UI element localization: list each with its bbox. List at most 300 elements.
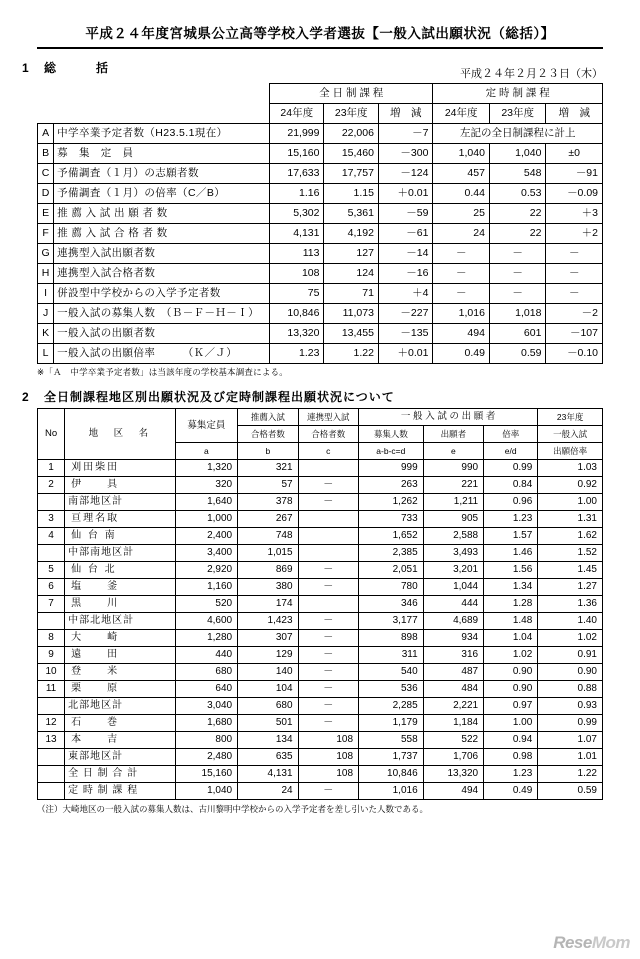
cell-y23: 1.07 (538, 732, 603, 749)
cell-c: － (298, 613, 358, 630)
cell-t23: 0.53 (489, 184, 545, 204)
cell-t24: 494 (433, 324, 489, 344)
cell-ed: 0.84 (484, 477, 538, 494)
cell-e: 2,588 (423, 528, 483, 545)
page-title: 平成２４年度宮城県公立高等学校入学者選抜【一般入試出願状況（総括）】 (37, 22, 603, 49)
header-quota: 募集定員 (175, 409, 238, 443)
cell-e: 3,201 (423, 562, 483, 579)
row-number: 4 (38, 528, 65, 545)
row-number (38, 698, 65, 715)
row-number: 11 (38, 681, 65, 698)
cell-zd: －135 (378, 324, 433, 344)
row-id: K (38, 324, 54, 344)
cell-y23: 1.27 (538, 579, 603, 596)
row-number (38, 545, 65, 562)
cell-z24: 13,320 (270, 324, 324, 344)
cell-y23: 0.93 (538, 698, 603, 715)
section2-label: 全日制課程地区別出願状況及び定時制課程出願状況について (44, 390, 395, 404)
cell-c: － (298, 630, 358, 647)
cell-c: － (298, 647, 358, 664)
table-row (38, 264, 603, 284)
cell-d: 999 (359, 460, 424, 477)
cell-y23: 1.52 (538, 545, 603, 562)
table-row (38, 681, 603, 698)
table-row (38, 664, 603, 681)
cell-t24: 1,016 (433, 304, 489, 324)
cell-y23: 1.31 (538, 511, 603, 528)
cell-z24: 15,160 (270, 144, 324, 164)
cell-z24: 1.23 (270, 344, 324, 364)
table-row (38, 528, 603, 545)
cell-t24: 1,040 (433, 144, 489, 164)
area-name: 仙 台 南 (65, 528, 175, 545)
cell-e: 1,211 (423, 494, 483, 511)
cell-quota: 1,160 (175, 579, 238, 596)
cell-t23: 601 (489, 324, 545, 344)
row-label: 募 集 定 員 (54, 144, 270, 164)
row-label: 一般入試の出願倍率 （Ｋ／Ｊ） (54, 344, 270, 364)
cell-zd: ＋0.01 (378, 344, 433, 364)
table-row (38, 124, 603, 144)
header-renkei-sub: 合格者数 (298, 426, 358, 443)
cell-c: 108 (298, 766, 358, 783)
cell-c: 108 (298, 732, 358, 749)
cell-zd: －61 (378, 224, 433, 244)
header-ippan-boshu: 募集人数 (359, 426, 424, 443)
header-suisen-key: b (238, 443, 298, 460)
table-row (38, 224, 603, 244)
table-row (38, 344, 603, 364)
cell-ed: 1.56 (484, 562, 538, 579)
area-name: 定 時 制 課 程 (65, 783, 175, 800)
cell-e: 522 (423, 732, 483, 749)
table-row (38, 204, 603, 224)
cell-ed: 0.90 (484, 664, 538, 681)
cell-quota: 640 (175, 681, 238, 698)
cell-ed: 0.99 (484, 460, 538, 477)
cell-c: － (298, 562, 358, 579)
cell-b: 24 (238, 783, 298, 800)
row-number: 7 (38, 596, 65, 613)
cell-b: 321 (238, 460, 298, 477)
row-number (38, 494, 65, 511)
area-header-row1 (38, 409, 603, 426)
cell-td: － (546, 264, 603, 284)
cell-d: 1,262 (359, 494, 424, 511)
cell-y23: 0.99 (538, 715, 603, 732)
cell-y23: 0.59 (538, 783, 603, 800)
cell-z23: 1.15 (324, 184, 378, 204)
cell-d: 311 (359, 647, 424, 664)
cell-quota: 440 (175, 647, 238, 664)
cell-t23: 548 (489, 164, 545, 184)
table-row (38, 630, 603, 647)
cell-z24: 17,633 (270, 164, 324, 184)
header-renkei: 連携型入試 (298, 409, 358, 426)
table-row (38, 647, 603, 664)
header-z24: 24年度 (270, 104, 324, 124)
header-teiji: 定 時 制 課 程 (433, 84, 603, 104)
cell-y23: 1.22 (538, 766, 603, 783)
cell-t24: 0.49 (433, 344, 489, 364)
cell-td: －91 (546, 164, 603, 184)
header-zennichi: 全 日 制 課 程 (270, 84, 433, 104)
cell-e: 13,320 (423, 766, 483, 783)
watermark-part1: Rese (553, 933, 592, 952)
cell-td: ＋2 (546, 224, 603, 244)
cell-b: 869 (238, 562, 298, 579)
cell-ed: 1.46 (484, 545, 538, 562)
cell-c (298, 528, 358, 545)
cell-ed: 1.00 (484, 715, 538, 732)
cell-e: 1,706 (423, 749, 483, 766)
cell-e: 2,221 (423, 698, 483, 715)
cell-zd: －7 (378, 124, 433, 144)
table-row (38, 545, 603, 562)
cell-y23: 1.62 (538, 528, 603, 545)
table-row (38, 715, 603, 732)
cell-ed: 1.57 (484, 528, 538, 545)
document-page (0, 22, 640, 959)
table-row (38, 596, 603, 613)
row-id: H (38, 264, 54, 284)
area-name: 亘理名取 (65, 511, 175, 528)
cell-td: －0.09 (546, 184, 603, 204)
cell-d: 733 (359, 511, 424, 528)
cell-e: 934 (423, 630, 483, 647)
row-id: C (38, 164, 54, 184)
cell-y23: 1.36 (538, 596, 603, 613)
cell-e: 990 (423, 460, 483, 477)
area-name: 中部北地区計 (65, 613, 175, 630)
cell-d: 540 (359, 664, 424, 681)
area-name: 本 吉 (65, 732, 175, 749)
table-row (38, 579, 603, 596)
cell-c (298, 596, 358, 613)
cell-c: － (298, 783, 358, 800)
cell-z23: 71 (324, 284, 378, 304)
cell-ed: 1.04 (484, 630, 538, 647)
row-label: 併設型中学校からの入学予定者数 (54, 284, 270, 304)
section1-number: 1 (22, 61, 30, 75)
cell-c: － (298, 715, 358, 732)
cell-ed: 1.48 (484, 613, 538, 630)
cell-t23: 0.59 (489, 344, 545, 364)
cell-td: － (546, 284, 603, 304)
header-ippan-bairitsu: 倍率 (484, 426, 538, 443)
cell-z24: 108 (270, 264, 324, 284)
cell-quota: 3,040 (175, 698, 238, 715)
cell-t24: － (433, 244, 489, 264)
row-id: E (38, 204, 54, 224)
header-ippan-bai-key: e/d (484, 443, 538, 460)
area-name: 大 崎 (65, 630, 175, 647)
cell-quota: 2,480 (175, 749, 238, 766)
area-name: 南部地区計 (65, 494, 175, 511)
cell-t24: 0.44 (433, 184, 489, 204)
cell-t24: 25 (433, 204, 489, 224)
area-name: 塩 釜 (65, 579, 175, 596)
cell-zd: －300 (378, 144, 433, 164)
cell-td: －107 (546, 324, 603, 344)
cell-zd: －124 (378, 164, 433, 184)
cell-ed: 0.96 (484, 494, 538, 511)
row-number: 5 (38, 562, 65, 579)
area-name: 全 日 制 合 計 (65, 766, 175, 783)
cell-b: 174 (238, 596, 298, 613)
cell-td: ±0 (546, 144, 603, 164)
cell-z23: 22,006 (324, 124, 378, 144)
table-row (38, 304, 603, 324)
header-zdiff: 増 減 (378, 104, 433, 124)
area-name: 北部地区計 (65, 698, 175, 715)
cell-z24: 21,999 (270, 124, 324, 144)
row-number: 1 (38, 460, 65, 477)
header-z23: 23年度 (324, 104, 378, 124)
row-id: J (38, 304, 54, 324)
cell-d: 1,016 (359, 783, 424, 800)
cell-ed: 0.97 (484, 698, 538, 715)
watermark-part2: Mom (591, 933, 630, 952)
section2-heading (22, 388, 640, 405)
row-label: 中学卒業予定者数（H23.5.1現在） (54, 124, 270, 144)
cell-e: 444 (423, 596, 483, 613)
cell-b: 501 (238, 715, 298, 732)
cell-t23: － (489, 284, 545, 304)
cell-quota: 1,040 (175, 783, 238, 800)
cell-quota: 1,000 (175, 511, 238, 528)
row-number (38, 613, 65, 630)
cell-quota: 520 (175, 596, 238, 613)
cell-y23: 1.40 (538, 613, 603, 630)
cell-merged-note: 左記の全日制課程に計上 (433, 124, 603, 144)
cell-t24: 24 (433, 224, 489, 244)
cell-ed: 0.98 (484, 749, 538, 766)
header-ippan-boshu-key: a-b-c=d (359, 443, 424, 460)
table-row (38, 324, 603, 344)
cell-e: 1,184 (423, 715, 483, 732)
table-row (38, 460, 603, 477)
header-quota-key: a (175, 443, 238, 460)
row-number (38, 749, 65, 766)
cell-e: 905 (423, 511, 483, 528)
header-renkei-key: c (298, 443, 358, 460)
table-row (38, 144, 603, 164)
cell-zd: －59 (378, 204, 433, 224)
area-table (37, 408, 603, 800)
cell-z24: 113 (270, 244, 324, 264)
table-row (38, 562, 603, 579)
cell-zd: －227 (378, 304, 433, 324)
cell-t23: 22 (489, 204, 545, 224)
cell-y23: 0.88 (538, 681, 603, 698)
cell-b: 4,131 (238, 766, 298, 783)
section2-note: （注）大崎地区の一般入試の募集人数は、古川黎明中学校からの入学予定者を差し引いた人数である。 (37, 804, 429, 814)
cell-b: 267 (238, 511, 298, 528)
cell-y23: 1.45 (538, 562, 603, 579)
area-name: 登 米 (65, 664, 175, 681)
area-name: 中部南地区計 (65, 545, 175, 562)
header-ippan-shutsu: 出願者 (423, 426, 483, 443)
header-no: No (38, 409, 65, 460)
cell-d: 558 (359, 732, 424, 749)
section1-label: 総 括 (44, 61, 110, 75)
row-id: D (38, 184, 54, 204)
cell-z23: 124 (324, 264, 378, 284)
cell-c (298, 460, 358, 477)
cell-zd: －16 (378, 264, 433, 284)
cell-b: 680 (238, 698, 298, 715)
cell-d: 10,846 (359, 766, 424, 783)
cell-b: 307 (238, 630, 298, 647)
cell-y23: 1.03 (538, 460, 603, 477)
row-label: 連携型入試合格者数 (54, 264, 270, 284)
header-t23: 23年度 (489, 104, 545, 124)
cell-d: 898 (359, 630, 424, 647)
row-number: 8 (38, 630, 65, 647)
area-name: 東部地区計 (65, 749, 175, 766)
cell-d: 1,652 (359, 528, 424, 545)
cell-z23: 1.22 (324, 344, 378, 364)
cell-d: 263 (359, 477, 424, 494)
area-name: 刈田柴田 (65, 460, 175, 477)
cell-b: 140 (238, 664, 298, 681)
cell-c: － (298, 494, 358, 511)
cell-e: 3,493 (423, 545, 483, 562)
cell-e: 484 (423, 681, 483, 698)
cell-c: 108 (298, 749, 358, 766)
row-number: 6 (38, 579, 65, 596)
row-number: 13 (38, 732, 65, 749)
row-number (38, 783, 65, 800)
cell-y23: 0.92 (538, 477, 603, 494)
cell-z23: 4,192 (324, 224, 378, 244)
cell-z24: 4,131 (270, 224, 324, 244)
table-row (38, 477, 603, 494)
table-row (38, 494, 603, 511)
cell-zd: ＋0.01 (378, 184, 433, 204)
cell-td: －0.10 (546, 344, 603, 364)
cell-ed: 1.02 (484, 647, 538, 664)
row-id: G (38, 244, 54, 264)
header-ippan-shutsu-key: e (423, 443, 483, 460)
cell-d: 1,179 (359, 715, 424, 732)
row-number: 3 (38, 511, 65, 528)
row-label: 連携型入試出願者数 (54, 244, 270, 264)
cell-quota: 2,400 (175, 528, 238, 545)
cell-quota: 3,400 (175, 545, 238, 562)
cell-ed: 0.49 (484, 783, 538, 800)
table-row (38, 613, 603, 630)
area-name: 石 巻 (65, 715, 175, 732)
cell-ed: 1.23 (484, 511, 538, 528)
cell-d: 3,177 (359, 613, 424, 630)
cell-ed: 0.94 (484, 732, 538, 749)
cell-ed: 1.34 (484, 579, 538, 596)
cell-t24: － (433, 264, 489, 284)
cell-t23: 1,018 (489, 304, 545, 324)
table-row (38, 164, 603, 184)
table-row (38, 732, 603, 749)
row-id: L (38, 344, 54, 364)
cell-b: 378 (238, 494, 298, 511)
row-number: 2 (38, 477, 65, 494)
row-id: B (38, 144, 54, 164)
cell-e: 494 (423, 783, 483, 800)
cell-ed: 1.28 (484, 596, 538, 613)
cell-quota: 4,600 (175, 613, 238, 630)
header-y23-ippan: 一般入試 (538, 426, 603, 443)
row-label: 推 薦 入 試 合 格 者 数 (54, 224, 270, 244)
header-t24: 24年度 (433, 104, 489, 124)
cell-quota: 1,680 (175, 715, 238, 732)
cell-z23: 15,460 (324, 144, 378, 164)
cell-y23: 0.91 (538, 647, 603, 664)
cell-b: 748 (238, 528, 298, 545)
row-label: 一般入試の出願者数 (54, 324, 270, 344)
area-name: 遠 田 (65, 647, 175, 664)
row-id: F (38, 224, 54, 244)
table-row (38, 244, 603, 264)
header-tdiff: 増 減 (546, 104, 603, 124)
table-row (38, 749, 603, 766)
row-label: 予備調査（１月）の志願者数 (54, 164, 270, 184)
header-y23: 23年度 (538, 409, 603, 426)
cell-z24: 10,846 (270, 304, 324, 324)
table-row (38, 783, 603, 800)
table-header-row (38, 84, 603, 104)
row-number: 10 (38, 664, 65, 681)
watermark-logo (553, 933, 630, 953)
area-name: 栗 原 (65, 681, 175, 698)
cell-d: 1,737 (359, 749, 424, 766)
cell-b: 1,015 (238, 545, 298, 562)
row-label: 推 薦 入 試 出 願 者 数 (54, 204, 270, 224)
section2-number: 2 (22, 390, 30, 404)
cell-c (298, 545, 358, 562)
cell-z24: 5,302 (270, 204, 324, 224)
section1-date: 平成２４年２月２３日（木） (460, 68, 603, 80)
cell-y23: 0.90 (538, 664, 603, 681)
row-id: I (38, 284, 54, 304)
cell-d: 2,385 (359, 545, 424, 562)
cell-quota: 1,280 (175, 630, 238, 647)
row-id: A (38, 124, 54, 144)
cell-td: －2 (546, 304, 603, 324)
cell-quota: 1,320 (175, 460, 238, 477)
cell-b: 1,423 (238, 613, 298, 630)
cell-y23: 1.00 (538, 494, 603, 511)
table-row (38, 698, 603, 715)
cell-t24: － (433, 284, 489, 304)
cell-t23: － (489, 264, 545, 284)
cell-td: － (546, 244, 603, 264)
cell-c: － (298, 477, 358, 494)
row-number (38, 766, 65, 783)
row-label: 予備調査（１月）の倍率（C／B） (54, 184, 270, 204)
cell-c: － (298, 664, 358, 681)
cell-quota: 680 (175, 664, 238, 681)
cell-quota: 800 (175, 732, 238, 749)
cell-td: ＋3 (546, 204, 603, 224)
cell-e: 487 (423, 664, 483, 681)
cell-b: 104 (238, 681, 298, 698)
table-row (38, 766, 603, 783)
cell-b: 635 (238, 749, 298, 766)
header-y23-bairitsu: 出願倍率 (538, 443, 603, 460)
cell-z23: 17,757 (324, 164, 378, 184)
cell-ed: 1.23 (484, 766, 538, 783)
